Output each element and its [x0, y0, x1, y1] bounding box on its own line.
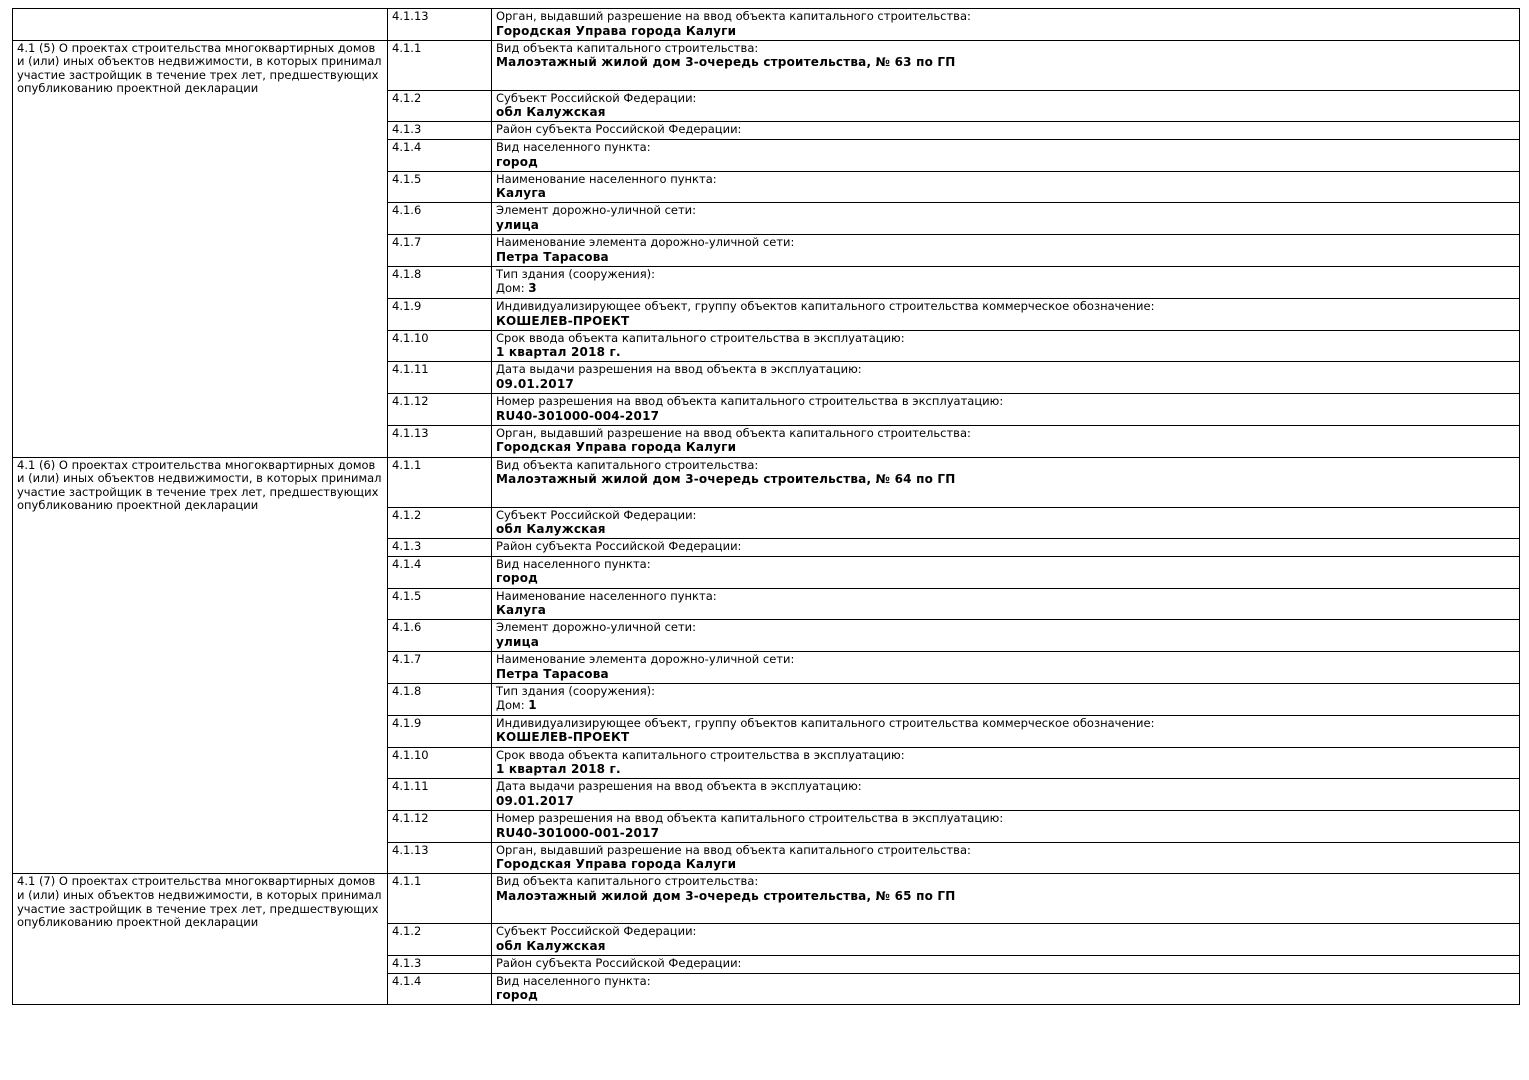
row-number: 4.1.9	[388, 715, 492, 747]
row-value	[492, 652, 1520, 684]
field-value: Городская Управа города Калуги	[496, 857, 737, 872]
row-number: 4.1.7	[388, 652, 492, 684]
row-number: 4.1.3	[388, 956, 492, 974]
row-number: 4.1.6	[388, 203, 492, 235]
row-value	[492, 842, 1520, 874]
field-value: обл Калужская	[496, 105, 606, 120]
row-value	[492, 507, 1520, 539]
row-value	[492, 620, 1520, 652]
field-label: Наименование элемента дорожно-уличной сети:	[496, 653, 795, 667]
field-label: Наименование населенного пункта:	[496, 172, 717, 186]
field-value: КОШЕЛЕВ-ПРОЕКТ	[496, 730, 630, 745]
row-number: 4.1.2	[388, 90, 492, 122]
table-row	[13, 40, 1520, 90]
field-label: Номер разрешения на ввод объекта капитального строительства в эксплуатацию:	[496, 812, 1004, 826]
field-label: Тип здания (сооружения):	[496, 684, 656, 698]
row-value	[492, 330, 1520, 362]
row-value	[492, 171, 1520, 203]
field-label: Субъект Российской Федерации:	[496, 508, 697, 522]
field-value: Городская Управа города Калуги	[496, 23, 737, 38]
row-value	[492, 588, 1520, 620]
row-number: 4.1.9	[388, 299, 492, 331]
row-number: 4.1.7	[388, 235, 492, 267]
row-value	[492, 299, 1520, 331]
row-value	[492, 973, 1520, 1005]
field-label: Субъект Российской Федерации:	[496, 925, 697, 939]
row-value	[492, 40, 1520, 90]
field-value: RU40-301000-004-2017	[496, 408, 660, 423]
row-number: 4.1.12	[388, 394, 492, 426]
row-value	[492, 235, 1520, 267]
row-value	[492, 683, 1520, 715]
field-label: Индивидуализирующее объект, группу объектов капитального строительства коммерческое обозначение:	[496, 300, 1155, 313]
row-number: 4.1.8	[388, 683, 492, 715]
row-number: 4.1.1	[388, 40, 492, 90]
field-value-line	[496, 698, 1515, 713]
field-value: Петра Тарасова	[496, 666, 609, 681]
row-number: 4.1.3	[388, 539, 492, 557]
field-label: Вид населенного пункта:	[496, 974, 651, 988]
field-label: Район субъекта Российской Федерации:	[496, 957, 742, 971]
field-value: город	[496, 571, 539, 586]
field-value: RU40-301000-001-2017	[496, 825, 660, 840]
row-value	[492, 9, 1520, 41]
field-label: Номер разрешения на ввод объекта капитального строительства в эксплуатацию:	[496, 395, 1004, 409]
field-value: КОШЕЛЕВ-ПРОЕКТ	[496, 313, 630, 328]
row-number: 4.1.13	[388, 425, 492, 457]
field-label: Вид объекта капитального строительства:	[496, 41, 759, 55]
row-value	[492, 556, 1520, 588]
field-value: 3	[528, 281, 537, 296]
field-value: город	[496, 988, 539, 1003]
row-number: 4.1.2	[388, 924, 492, 956]
row-value	[492, 539, 1520, 557]
field-value: 1 квартал 2018 г.	[496, 762, 621, 777]
field-label: Срок ввода объекта капитального строительства в эксплуатацию:	[496, 331, 905, 345]
field-label: Орган, выдавший разрешение на ввод объекта капитального строительства:	[496, 843, 971, 857]
field-label: Вид объекта капитального строительства:	[496, 875, 759, 889]
section-title-cell-5: 4.1 (5) О проектах строительства многоквартирных домов и (или) иных объектов недвижимости, в которых принимал участие застройщик в течение трех лет, предшествующих опубликованию проектной декларации	[13, 40, 388, 457]
field-value-line	[496, 281, 1515, 296]
row-value	[492, 122, 1520, 140]
field-value: улица	[496, 218, 540, 232]
field-value: 1 квартал 2018 г.	[496, 345, 621, 360]
field-value: обл Калужская	[496, 939, 606, 954]
declaration-table	[12, 8, 1520, 1005]
section-cell-continuation	[13, 9, 388, 41]
field-label: Наименование элемента дорожно-уличной сети:	[496, 236, 795, 250]
field-value: Калуга	[496, 186, 547, 201]
row-number: 4.1.12	[388, 811, 492, 843]
row-number: 4.1.10	[388, 330, 492, 362]
field-label: Вид объекта капитального строительства:	[496, 458, 759, 472]
field-label: Элемент дорожно-уличной сети:	[496, 621, 697, 635]
field-label: Район субъекта Российской Федерации:	[496, 123, 742, 137]
row-number: 4.1.13	[388, 842, 492, 874]
field-label: Дата выдачи разрешения на ввод объекта в эксплуатацию:	[496, 363, 862, 377]
table-body	[13, 9, 1520, 1005]
table-row	[13, 457, 1520, 507]
field-value: Малоэтажный жилой дом 3-очередь строительства, № 64 по ГП	[496, 472, 956, 487]
field-label: Орган, выдавший разрешение на ввод объекта капитального строительства:	[496, 10, 971, 23]
row-value	[492, 715, 1520, 747]
row-number: 4.1.10	[388, 747, 492, 779]
field-value: город	[496, 154, 539, 169]
row-value	[492, 457, 1520, 507]
field-value: Малоэтажный жилой дом 3-очередь строительства, № 65 по ГП	[496, 889, 956, 904]
row-number: 4.1.13	[388, 9, 492, 41]
field-label: Тип здания (сооружения):	[496, 267, 656, 281]
section-title-cell-6: 4.1 (6) О проектах строительства многоквартирных домов и (или) иных объектов недвижимости, в которых принимал участие застройщик в течение трех лет, предшествующих опубликованию проектной декларации	[13, 457, 388, 874]
row-number: 4.1.4	[388, 556, 492, 588]
row-number: 4.1.11	[388, 362, 492, 394]
section-title-cell-7: 4.1 (7) О проектах строительства многоквартирных домов и (или) иных объектов недвижимости, в которых принимал участие застройщик в течение трех лет, предшествующих опубликованию проектной декларации	[13, 874, 388, 1005]
field-label: Элемент дорожно-уличной сети:	[496, 204, 697, 218]
field-value: Городская Управа города Калуги	[496, 440, 737, 455]
field-value: 09.01.2017	[496, 793, 574, 808]
row-value	[492, 90, 1520, 122]
row-number: 4.1.4	[388, 973, 492, 1005]
field-label: Орган, выдавший разрешение на ввод объекта капитального строительства:	[496, 426, 971, 440]
table-row	[13, 874, 1520, 924]
field-label: Индивидуализирующее объект, группу объектов капитального строительства коммерческое обозначение:	[496, 716, 1155, 730]
field-value: 09.01.2017	[496, 377, 574, 391]
row-number: 4.1.1	[388, 457, 492, 507]
row-number: 4.1.6	[388, 620, 492, 652]
row-number: 4.1.8	[388, 266, 492, 298]
field-value: 1	[528, 698, 537, 713]
row-number: 4.1.3	[388, 122, 492, 140]
row-value	[492, 924, 1520, 956]
row-number: 4.1.2	[388, 507, 492, 539]
row-value	[492, 956, 1520, 974]
row-value	[492, 811, 1520, 843]
row-number: 4.1.5	[388, 171, 492, 203]
field-value: обл Калужская	[496, 522, 606, 537]
row-value	[492, 425, 1520, 457]
row-value	[492, 779, 1520, 811]
row-value	[492, 140, 1520, 172]
row-value	[492, 266, 1520, 298]
field-label: Вид населенного пункта:	[496, 141, 651, 154]
field-value: Малоэтажный жилой дом 3-очередь строительства, № 63 по ГП	[496, 55, 956, 70]
field-value-prefix: Дом:	[496, 698, 529, 713]
row-number: 4.1.5	[388, 588, 492, 620]
row-value	[492, 362, 1520, 394]
field-value: Калуга	[496, 603, 547, 618]
row-number: 4.1.11	[388, 779, 492, 811]
row-number: 4.1.4	[388, 140, 492, 172]
row-value	[492, 874, 1520, 924]
field-value-prefix: Дом:	[496, 281, 529, 296]
row-value	[492, 203, 1520, 235]
table-row	[13, 9, 1520, 41]
field-label: Район субъекта Российской Федерации:	[496, 540, 742, 554]
field-label: Срок ввода объекта капитального строительства в эксплуатацию:	[496, 748, 905, 762]
row-number: 4.1.1	[388, 874, 492, 924]
field-value: улица	[496, 634, 540, 649]
field-label: Наименование населенного пункта:	[496, 589, 717, 603]
field-label: Вид населенного пункта:	[496, 557, 651, 571]
field-label: Дата выдачи разрешения на ввод объекта в эксплуатацию:	[496, 780, 862, 794]
field-value: Петра Тарасова	[496, 249, 609, 264]
row-value	[492, 747, 1520, 779]
field-label: Субъект Российской Федерации:	[496, 91, 697, 105]
row-value	[492, 394, 1520, 426]
